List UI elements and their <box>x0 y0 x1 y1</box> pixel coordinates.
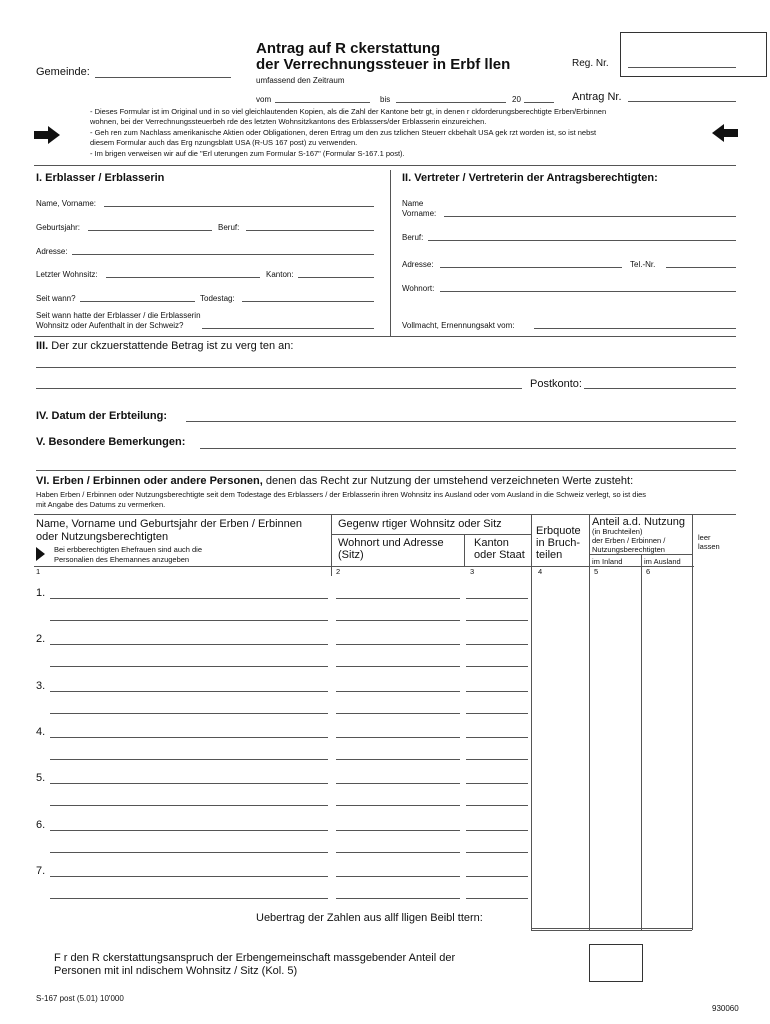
seit-wann-schweiz-label: Wohnsitz oder Aufenthalt in der Schweiz? <box>36 321 184 330</box>
heir-name-field[interactable] <box>50 713 328 714</box>
section-6-heading-rest: denen das Recht zur Nutzung der umstehend verzeichneten Werte zusteht: <box>262 475 634 487</box>
vertreter-name-label: Name <box>402 199 424 208</box>
heir-address-field[interactable] <box>336 898 460 899</box>
erblasser-beruf-field[interactable] <box>246 230 374 231</box>
vertreter-name-field[interactable] <box>444 216 736 217</box>
section-3-number: III. <box>36 340 49 352</box>
heir-name-field[interactable] <box>50 852 328 853</box>
heir-name-field[interactable] <box>50 620 328 621</box>
tel-field[interactable] <box>666 267 736 268</box>
erblasser-name-label: Name, Vorname: <box>36 199 97 208</box>
section-3-text: Der zur ckzuerstattende Betrag ist zu verg ten an: <box>51 340 294 352</box>
heir-address-field[interactable] <box>336 830 460 831</box>
column-number: 3 <box>470 567 475 576</box>
gemeinde-field[interactable] <box>95 77 231 78</box>
instruction-line: diesem Formular auch das Erg nzungsblatt USA (R-US 167 post) zu verwenden. <box>90 138 358 147</box>
vertreter-beruf-label: Beruf: <box>402 233 424 242</box>
section-2-heading: II. Vertreter / Vertreterin der Antragsberechtigten: <box>402 172 658 184</box>
column-number: 2 <box>336 567 341 576</box>
heir-kanton-field[interactable] <box>466 737 528 738</box>
heir-kanton-field[interactable] <box>466 620 528 621</box>
heir-name-field[interactable] <box>50 783 328 784</box>
col4-header: Erbquote <box>536 525 581 537</box>
row-number: 7. <box>36 864 46 877</box>
section-5-heading: V. Besondere Bemerkungen: <box>36 436 186 448</box>
heir-kanton-field[interactable] <box>466 713 528 714</box>
heir-kanton-field[interactable] <box>466 598 528 599</box>
geburtsjahr-field[interactable] <box>88 230 212 231</box>
column-number: 4 <box>538 567 543 576</box>
heir-kanton-field[interactable] <box>466 876 528 877</box>
heir-name-field[interactable] <box>50 691 328 692</box>
heir-address-field[interactable] <box>336 876 460 877</box>
seit-wann-schweiz-label: Seit wann hatte der Erblasser / die Erblasserin <box>36 311 201 320</box>
heir-address-field[interactable] <box>336 691 460 692</box>
col4-header: in Bruch- <box>536 537 581 549</box>
section-1-heading: I. Erblasser / Erblasserin <box>36 172 165 184</box>
table-bottom-border <box>531 930 692 931</box>
anteil-subheader: der Erben / Erbinnen / <box>592 536 666 545</box>
heir-address-field[interactable] <box>336 644 460 645</box>
heir-address-field[interactable] <box>336 620 460 621</box>
col1-subheader: Personalien des Ehemannes anzugeben <box>54 555 190 564</box>
bemerkungen-field-1[interactable] <box>200 448 736 449</box>
arrow-right-icon <box>34 126 60 144</box>
uebertrag-label: Uebertrag der Zahlen aus allf lligen Beibl ttern: <box>256 912 483 924</box>
anteil-header: Anteil a.d. Nutzung <box>592 516 685 528</box>
heir-kanton-field[interactable] <box>466 805 528 806</box>
erblasser-beruf-label: Beruf: <box>218 223 240 232</box>
col4-header: teilen <box>536 549 563 561</box>
heir-name-field[interactable] <box>50 805 328 806</box>
row-number: 5. <box>36 772 46 785</box>
col1-header: oder Nutzungsberechtigten <box>36 531 169 543</box>
wohnsitz-field[interactable] <box>106 277 260 278</box>
column-number: 1 <box>36 567 41 576</box>
reg-nr-label: Reg. Nr. <box>572 58 609 69</box>
column-number: 6 <box>646 567 651 576</box>
gemeinde-label: Gemeinde: <box>36 66 90 78</box>
col5-header: im Inland <box>592 557 623 566</box>
anspruch-label: Personen mit inl ndischem Wohnsitz / Sitz (Kol. 5) <box>54 965 298 977</box>
table-bottom-border <box>531 928 692 929</box>
heir-address-field[interactable] <box>336 713 460 714</box>
heir-address-field[interactable] <box>336 783 460 784</box>
wohnsitz-header-divider <box>331 534 531 535</box>
anteil-subheader: Nutzungsberechtigten <box>592 545 665 554</box>
vertreter-beruf-field[interactable] <box>428 240 736 241</box>
section-6-note: Haben Erben / Erbinnen oder Nutzungsberechtigte seit dem Todestage des Erblassers / der Erblasserin ihren Wohnsitz ins Ausland oder vom Ausland in die Schweiz verlegt, so ist dies <box>36 490 647 499</box>
column-divider <box>589 514 590 930</box>
erblasser-adresse-field[interactable] <box>72 254 374 255</box>
leer-lassen-label: leer <box>698 533 711 542</box>
column-divider <box>692 514 693 930</box>
heir-kanton-field[interactable] <box>466 783 528 784</box>
heir-kanton-field[interactable] <box>466 644 528 645</box>
triangle-pointer-icon <box>36 547 45 561</box>
vom-label: vom <box>256 95 272 104</box>
heir-name-field[interactable] <box>50 666 328 667</box>
anspruch-field[interactable] <box>589 944 643 982</box>
divider <box>390 170 391 336</box>
heir-address-field[interactable] <box>336 805 460 806</box>
year-prefix: 20 <box>512 95 521 104</box>
row-number: 4. <box>36 725 46 738</box>
divider <box>34 336 736 337</box>
col3-header: oder Staat <box>474 549 525 561</box>
erbteilung-datum-field[interactable] <box>186 421 736 422</box>
heir-kanton-field[interactable] <box>466 759 528 760</box>
heir-name-field[interactable] <box>50 598 328 599</box>
column-divider <box>464 534 465 566</box>
heir-name-field[interactable] <box>50 898 328 899</box>
section-3-heading <box>36 340 293 352</box>
kanton-field[interactable] <box>298 277 374 278</box>
heir-name-field[interactable] <box>50 830 328 831</box>
heir-name-field[interactable] <box>50 644 328 645</box>
heir-name-field[interactable] <box>50 737 328 738</box>
erblasser-name-field[interactable] <box>104 206 374 207</box>
year-field[interactable] <box>524 102 554 103</box>
zeitraum-label: umfassend den Zeitraum <box>256 76 345 85</box>
row-number: 6. <box>36 818 46 831</box>
vollmacht-field[interactable] <box>534 328 736 329</box>
todestag-label: Todestag: <box>200 294 235 303</box>
arrow-left-icon <box>712 124 738 142</box>
form-title-line1: Antrag auf R ckerstattung <box>256 40 441 57</box>
heir-address-field[interactable] <box>336 759 460 760</box>
form-title-line2: der Verrechnungssteuer in Erbf llen <box>256 56 511 73</box>
postkonto-label: Postkonto: <box>530 378 582 390</box>
postkonto-field[interactable] <box>584 388 736 389</box>
heir-address-field[interactable] <box>336 598 460 599</box>
seit-wann-label: Seit wann? <box>36 294 76 303</box>
antrag-nr-label: Antrag Nr. <box>572 91 622 103</box>
column-divider <box>531 514 532 930</box>
heir-kanton-field[interactable] <box>466 830 528 831</box>
row-number: 2. <box>36 633 46 646</box>
instruction-line: - Dieses Formular ist im Original und in so viel gleichlautenden Kopien, als die Zahl der Kantone betr gt, in denen r ckforderungsberechtigte Erben/Erbinnen <box>90 107 607 116</box>
instruction-line: wohnen, bei der Verrechnungssteuerbeh rde des letzten Wohnsitzkantons des Erblassers/der Erblasserin einzureichen. <box>90 117 487 126</box>
col3-header: Kanton <box>474 537 509 549</box>
section-4-heading: IV. Datum der Erbteilung: <box>36 410 168 422</box>
bis-label: bis <box>380 95 391 104</box>
col2-header: (Sitz) <box>338 549 364 561</box>
col1-subheader: Bei erbberechtigten Ehefrauen sind auch die <box>54 545 203 554</box>
row-number: 1. <box>36 587 46 599</box>
todestag-field[interactable] <box>242 301 374 302</box>
tel-label: Tel.-Nr. <box>630 260 656 269</box>
anteil-subheader: (in Bruchteilen) <box>592 527 643 536</box>
row-number: 3. <box>36 679 46 692</box>
anspruch-label: F r den R ckerstattungsanspruch der Erbengemeinschaft massgebender Anteil der <box>54 952 456 964</box>
verguetung-field-1[interactable] <box>36 367 736 368</box>
wohnsitz-label: Letzter Wohnsitz: <box>36 270 98 279</box>
heir-address-field[interactable] <box>336 737 460 738</box>
leer-lassen-label: lassen <box>698 542 720 551</box>
antrag-nr-field[interactable] <box>628 101 736 102</box>
heir-name-field[interactable] <box>50 876 328 877</box>
column-number: 5 <box>594 567 599 576</box>
wohnort-label: Wohnort: <box>402 284 435 293</box>
instruction-line: - Geh ren zum Nachlass amerikanische Aktien oder Obligationen, deren Ertrag um den zus tzlichen Steuerr ckbehalt USA gek rzt worden ist, so ist nebst <box>90 128 597 137</box>
column-divider <box>641 554 642 930</box>
wohnort-field[interactable] <box>440 291 736 292</box>
col2-header: Wohnort und Adresse <box>338 537 444 549</box>
seit-wann-field[interactable] <box>80 301 195 302</box>
reg-nr-box <box>620 32 767 77</box>
instruction-line: - Im brigen verweisen wir auf die "Erl uterungen zum Formular S-167" (Formular S-167.1 post). <box>90 149 405 158</box>
vertreter-adresse-label: Adresse: <box>402 260 434 269</box>
heir-address-field[interactable] <box>336 666 460 667</box>
section-6-note: mit Angabe des Datums zu vermerken. <box>36 500 166 509</box>
kanton-label: Kanton: <box>266 270 294 279</box>
reg-nr-field[interactable] <box>628 67 736 68</box>
divider <box>34 165 736 166</box>
col6-header: im Ausland <box>644 557 681 566</box>
bemerkungen-field-2[interactable] <box>36 470 736 471</box>
wohnsitz-header: Gegenw rtiger Wohnsitz oder Sitz <box>338 518 502 530</box>
section-6-heading-bold: VI. Erben / Erbinnen oder andere Personen, <box>36 475 263 487</box>
heir-kanton-field[interactable] <box>466 666 528 667</box>
anteil-header-divider <box>589 554 692 555</box>
heir-address-field[interactable] <box>336 852 460 853</box>
vertreter-vorname-label: Vorname: <box>402 209 437 218</box>
bis-field[interactable] <box>396 102 506 103</box>
section-6-heading <box>36 475 633 487</box>
geburtsjahr-label: Geburtsjahr: <box>36 223 81 232</box>
column-divider <box>331 514 332 576</box>
table-top-border <box>34 514 736 515</box>
heir-kanton-field[interactable] <box>466 691 528 692</box>
heir-kanton-field[interactable] <box>466 898 528 899</box>
heir-name-field[interactable] <box>50 759 328 760</box>
form-id: S-167 post (5.01) 10'000 <box>36 994 124 1003</box>
heir-kanton-field[interactable] <box>466 852 528 853</box>
vertreter-adresse-field[interactable] <box>440 267 622 268</box>
form-code: 930060 <box>712 1004 739 1013</box>
col1-header: Name, Vorname und Geburtsjahr der Erben / Erbinnen <box>36 518 302 530</box>
erblasser-adresse-label: Adresse: <box>36 247 68 256</box>
vollmacht-label: Vollmacht, Ernennungsakt vom: <box>402 321 515 330</box>
verguetung-field-2[interactable] <box>36 388 522 389</box>
vom-field[interactable] <box>275 102 370 103</box>
seit-wann-schweiz-field[interactable] <box>202 328 374 329</box>
